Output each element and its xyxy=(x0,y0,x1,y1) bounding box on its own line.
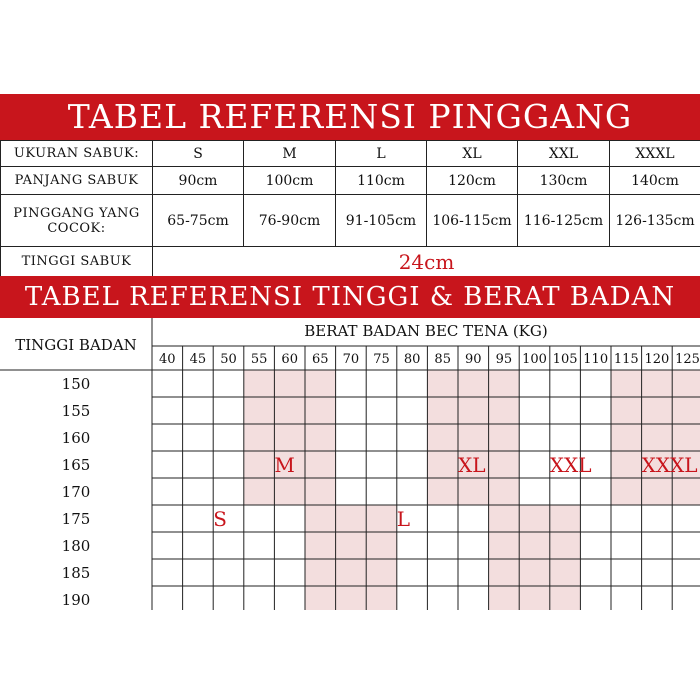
weight-axis-header: BERAT BADAN BEC TENA (KG) xyxy=(304,322,548,340)
shaded-cell-band xyxy=(244,478,336,505)
waist-fit-label xyxy=(1,195,153,247)
waist-fit-cell: 126-135cm xyxy=(610,195,700,247)
shaded-cell-band xyxy=(305,586,397,610)
belt-length-cell: 140cm xyxy=(610,167,700,195)
height-row-label: 175 xyxy=(61,510,91,528)
shaded-cell-band xyxy=(305,559,397,586)
weight-tick-label: 45 xyxy=(189,352,207,367)
weight-tick-label: 65 xyxy=(312,352,329,367)
belt-size-cell: XXL xyxy=(518,141,610,167)
waist-fit-cell: 106-115cm xyxy=(427,195,518,247)
weight-tick-label: 85 xyxy=(434,352,451,367)
weight-tick-label: 70 xyxy=(342,352,360,367)
shaded-cell-band xyxy=(611,370,700,397)
shaded-cell-band xyxy=(611,424,700,451)
shaded-cell-band xyxy=(611,397,700,424)
height-row-label: 190 xyxy=(61,591,91,609)
shaded-cell-band xyxy=(489,586,581,610)
weight-tick-label: 60 xyxy=(281,352,298,367)
size-label: XL xyxy=(458,453,486,477)
shaded-cell-band xyxy=(489,559,581,586)
waist-fit-row xyxy=(1,195,700,247)
weight-tick-label: 55 xyxy=(250,352,268,367)
size-label: M xyxy=(274,453,295,477)
belt-length-cell: 90cm xyxy=(153,167,244,195)
weight-tick-label: 50 xyxy=(220,352,237,367)
height-row-label: 180 xyxy=(61,537,91,555)
belt-size-cell: XXXL xyxy=(610,141,700,167)
waist-fit-cell: 116-125cm xyxy=(518,195,610,247)
weight-tick-label: 110 xyxy=(583,352,609,367)
belt-length-cell: 100cm xyxy=(244,167,336,195)
waist-fit-cell: 91-105cm xyxy=(336,195,427,247)
shaded-cell-band xyxy=(305,532,397,559)
shaded-cell-band xyxy=(489,532,581,559)
body-table-title: TABEL REFERENSI TINGGI & BERAT BADAN xyxy=(0,276,700,318)
size-label: L xyxy=(396,507,411,531)
belt-size-label: UKURAN SABUK: xyxy=(1,141,153,167)
shaded-cell-band xyxy=(427,478,519,505)
weight-tick-label: 95 xyxy=(495,352,513,367)
shaded-cell-band xyxy=(427,397,519,424)
belt-size-cell: M xyxy=(244,141,336,167)
waist-table-title: TABEL REFERENSI PINGGANG xyxy=(0,94,700,140)
shaded-cell-band xyxy=(427,370,519,397)
height-row-label: 150 xyxy=(61,375,91,393)
weight-tick-label: 75 xyxy=(373,352,390,367)
shaded-cell-band xyxy=(427,424,519,451)
waist-fit-label-line2: COCOK: xyxy=(47,220,106,236)
shaded-cell-band xyxy=(305,505,397,532)
weight-tick-label: 125 xyxy=(675,352,700,367)
shaded-cell-band xyxy=(611,478,700,505)
weight-tick-label: 100 xyxy=(522,352,547,367)
weight-tick-label: 40 xyxy=(159,352,176,367)
size-label: S xyxy=(213,507,227,531)
height-row-label: 160 xyxy=(61,429,91,447)
height-weight-grid xyxy=(0,318,700,610)
belt-height-label: TINGGI SABUK xyxy=(1,247,153,277)
belt-length-cell: 110cm xyxy=(336,167,427,195)
belt-size-cell: XL xyxy=(427,141,518,167)
waist-fit-cell: 65-75cm xyxy=(153,195,244,247)
weight-tick-label: 90 xyxy=(465,352,482,367)
belt-length-cell: 120cm xyxy=(427,167,518,195)
waist-reference-table xyxy=(0,140,700,277)
height-row-label: 170 xyxy=(61,483,91,501)
shaded-cell-band xyxy=(244,397,336,424)
shaded-cell-band xyxy=(244,424,336,451)
belt-length-label: PANJANG SABUK xyxy=(1,167,153,195)
belt-length-cell: 130cm xyxy=(518,167,610,195)
weight-tick-label: 80 xyxy=(403,352,421,367)
belt-size-row xyxy=(1,141,700,167)
weight-tick-label: 105 xyxy=(552,352,578,367)
weight-tick-label: 120 xyxy=(644,352,670,367)
waist-fit-cell: 76-90cm xyxy=(244,195,336,247)
size-label: XXL xyxy=(549,453,592,477)
shading-layer xyxy=(244,370,700,610)
waist-fit-label-line1: PINGGANG YANG xyxy=(13,205,140,221)
shaded-cell-band xyxy=(489,505,581,532)
size-label: XXXL xyxy=(641,453,698,477)
height-row-label: 155 xyxy=(61,402,91,420)
height-row-label: 165 xyxy=(61,456,91,474)
belt-length-row xyxy=(1,167,700,195)
weight-tick-label: 115 xyxy=(613,352,639,367)
height-row-label: 185 xyxy=(61,564,91,582)
shaded-cell-band xyxy=(244,370,336,397)
belt-height-value: 24cm xyxy=(153,247,700,277)
belt-size-cell: L xyxy=(336,141,427,167)
belt-height-row xyxy=(1,247,700,277)
height-column-header: TINGGI BADAN xyxy=(15,336,137,354)
belt-size-cell: S xyxy=(153,141,244,167)
